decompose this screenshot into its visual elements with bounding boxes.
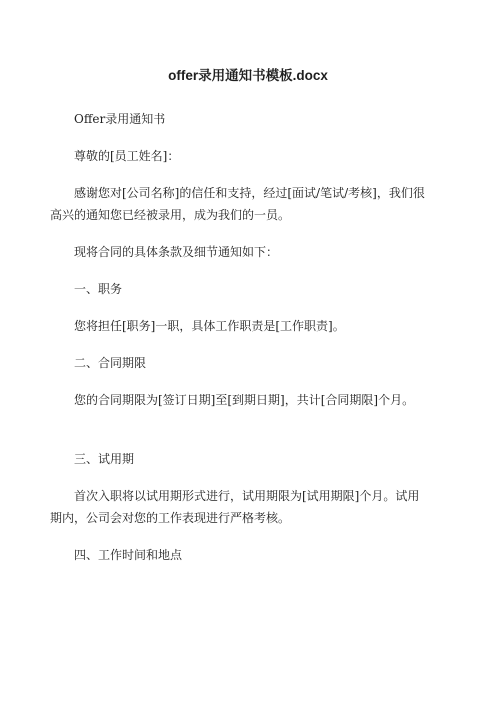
intro-paragraph: 感谢您对[公司名称]的信任和支持，经过[面试/笔试/考核]，我们很高兴的通知您已经被录用，成为我们的一员。: [50, 186, 425, 222]
section-2-body: 您的合同期限为[签订日期]至[到期日期]，共计[合同期限]个月。: [74, 393, 415, 407]
greeting-paragraph: 尊敬的[员工姓名]：: [74, 149, 180, 163]
section-3-body: 首次入职将以试用期形式进行，试用期限为[试用期限]个月。试用期内，公司会对您的工作表现进行严格考核。: [50, 489, 420, 525]
document-title: offer录用通知书模板.docx: [168, 68, 328, 83]
letter-heading: Offer录用通知书: [74, 112, 166, 126]
terms-intro-paragraph: 现将合同的具体条款及细节通知如下：: [74, 245, 279, 259]
section-2-title: 二、合同期限: [74, 356, 147, 370]
section-1-body: 您将担任[职务]一职，具体工作职责是[工作职责]。: [74, 319, 345, 333]
section-3-title: 三、试用期: [74, 452, 135, 466]
section-1-title: 一、职务: [74, 282, 123, 296]
section-4-title: 四、工作时间和地点: [74, 548, 183, 562]
